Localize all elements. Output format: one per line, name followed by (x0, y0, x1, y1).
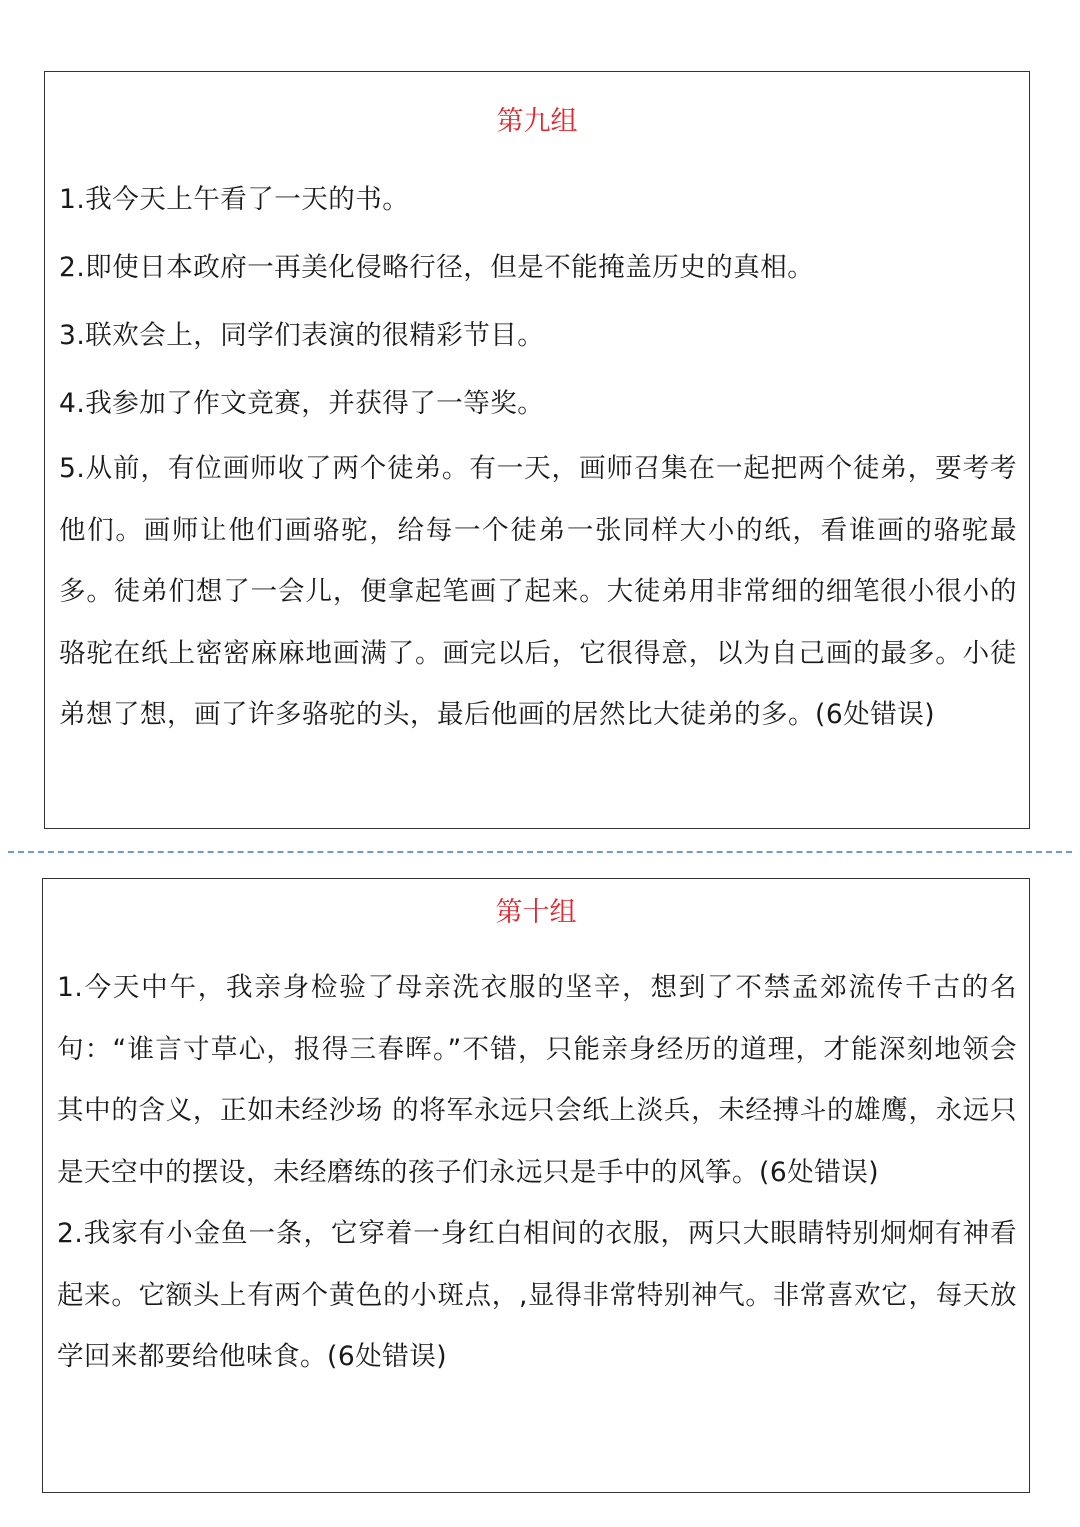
group-nine-item-4: 4.我参加了作文竞赛，并获得了一等奖。 (59, 388, 545, 419)
group-ten-item-1: 1.今天中午，我亲身检验了母亲洗衣服的坚辛，想到了不禁孟郊流传千古的名句：“谁言寸草心，报得三春晖。”不错，只能亲身经历的道理，才能深刻地领会其中的含义，正如未经沙场 的将军永远只会纸上淡兵，未经搏斗的雄鹰，永远只是天空中的摆设，未经磨练的孩子们永远只是手中的风筝。(6处错误) (57, 972, 1017, 1188)
group-nine-item-3: 3.联欢会上，同学们表演的很精彩节目。 (59, 320, 545, 351)
group-nine-item-2: 2.即使日本政府一再美化侵略行径，但是不能掩盖历史的真相。 (59, 252, 815, 283)
group-ten-title: 第十组 (495, 897, 577, 928)
group-ten-box (42, 878, 1030, 1493)
group-nine-content (59, 166, 1017, 746)
group-nine-item-5: 5.从前，有位画师收了两个徒弟。有一天，画师召集在一起把两个徒弟，要考考他们。画师让他们画骆驼，给每一个徒弟一张同样大小的纸，看谁画的骆驼最多。徒弟们想了一会儿，便拿起笔画了起来。大徒弟用非常细的细笔很小很小的骆驼在纸上密密麻麻地画满了。画完以后，它很得意，以为自己画的最多。小徒弟想了想，画了许多骆驼的头，最后他画的居然比大徒弟的多。(6处错误) (59, 453, 1017, 730)
group-nine-title: 第九组 (496, 106, 578, 137)
group-nine-box (44, 71, 1030, 829)
group-nine-item-1: 1.我今天上午看了一天的书。 (59, 184, 410, 215)
dashed-divider (8, 851, 1072, 853)
group-ten-content (57, 957, 1017, 1388)
group-ten-item-2: 2.我家有小金鱼一条，它穿着一身红白相间的衣服，两只大眼睛特别炯炯有神看起来。它额头上有两个黄色的小斑点，,显得非常特别神气。非常喜欢它，每天放学回来都要给他味食。(6处错误) (57, 1218, 1017, 1372)
